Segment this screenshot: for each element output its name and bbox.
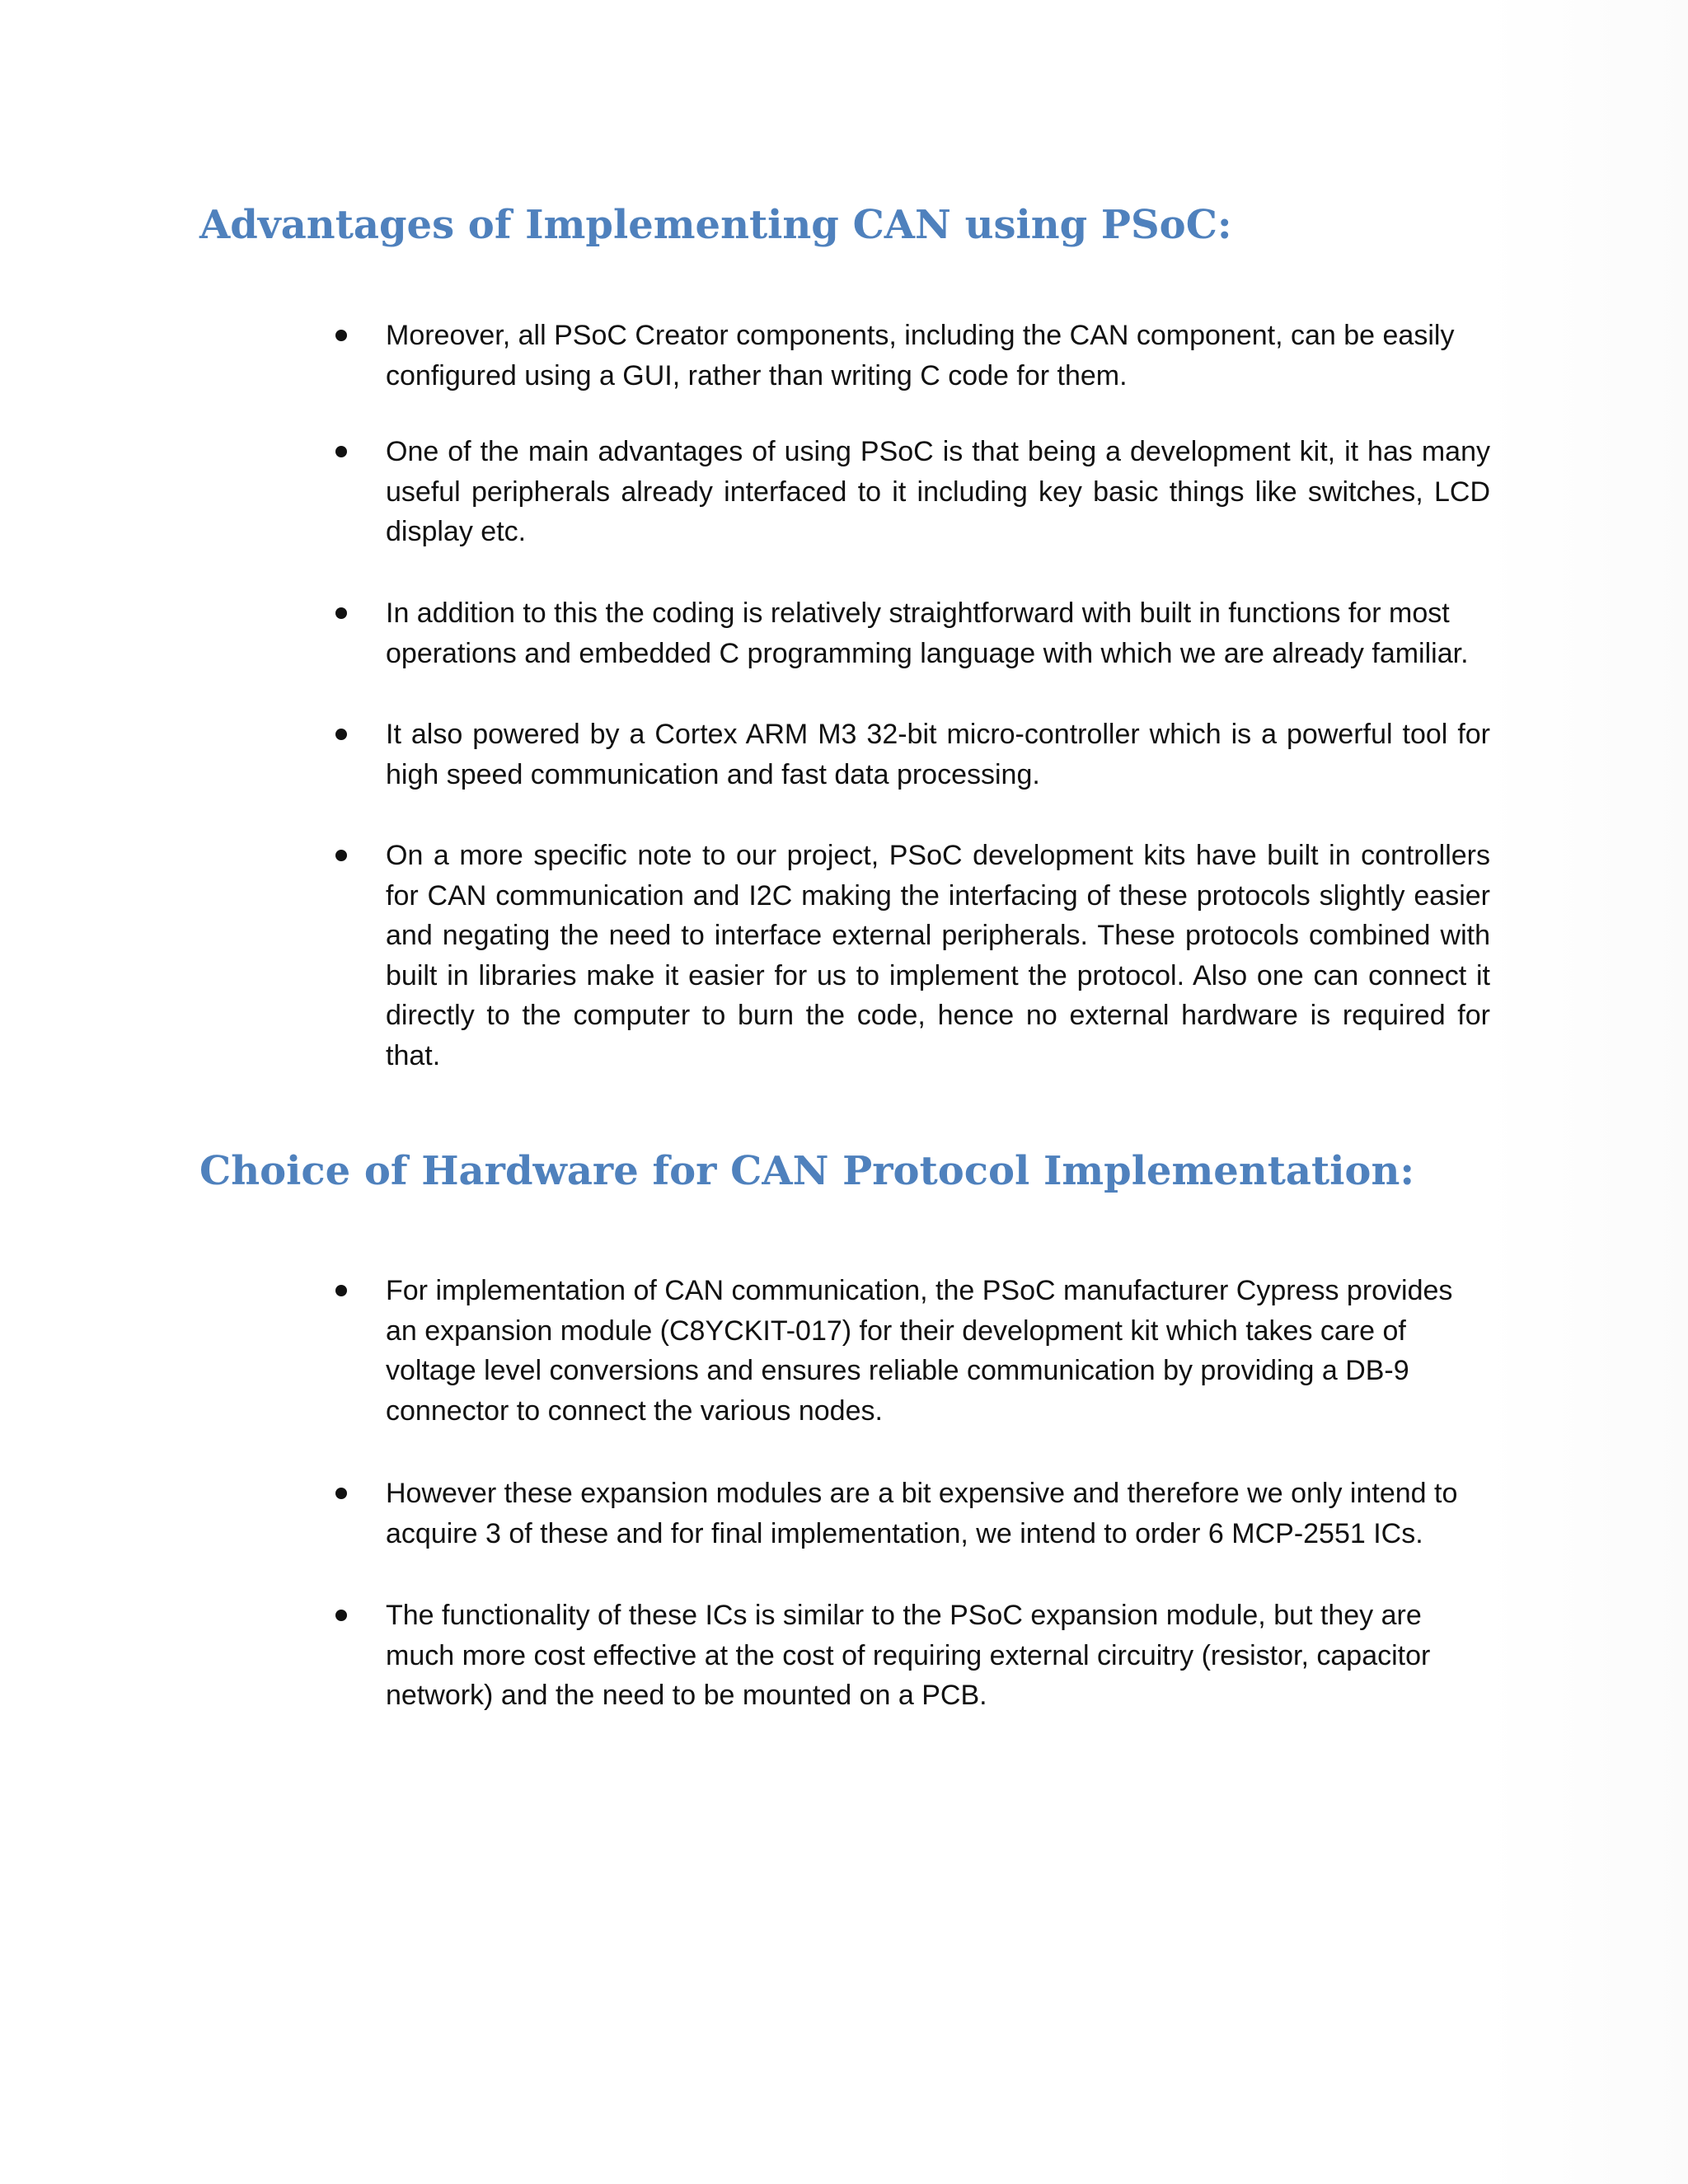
list-item-text: Moreover, all PSoC Creator components, including the CAN component, can be easily configured using a GUI, rather than writing C code for them. xyxy=(386,320,1455,391)
section-heading-advantages: Advantages of Implementing CAN using PSoC: xyxy=(199,202,1232,248)
bullet-icon xyxy=(335,607,347,619)
bullet-icon xyxy=(335,1610,347,1621)
list-item-text: On a more specific note to our project, PSoC development kits have built in controllers for CAN communication and I2C making the interfacing of these protocols slightly easier and negating the need to interface external peripherals. These protocols combined with built in libraries make it easier for us to implement the protocol. Also one can connect it directly to the computer to burn the code, hence no external hardware is required for that. xyxy=(386,840,1490,1071)
list-item-text: One of the main advantages of using PSoC is that being a development kit, it has many useful peripherals already interfaced to it including key basic things like switches, LCD display etc. xyxy=(386,436,1490,547)
bullet-icon xyxy=(335,1488,347,1499)
list-item-text: In addition to this the coding is relatively straightforward with built in functions for most operations and embedded C programming language with which we are already familiar. xyxy=(386,598,1469,669)
bullet-icon xyxy=(335,330,347,341)
list-item-text: The functionality of these ICs is similar to the PSoC expansion module, but they are much more cost effective at the cost of requiring external circuitry (resistor, capacitor network) and the need to be mounted on a PCB. xyxy=(386,1600,1431,1711)
list-item-text: For implementation of CAN communication, the PSoC manufacturer Cypress provides an expansion module (C8YCKIT-017) for their development kit which takes care of voltage level conversions and ensures reliable communication by providing a DB-9 connector to connect the various nodes. xyxy=(386,1275,1453,1427)
bullet-icon xyxy=(335,446,347,457)
bullet-icon xyxy=(335,729,347,740)
section-heading-hardware-choice: Choice of Hardware for CAN Protocol Implementation: xyxy=(199,1148,1415,1194)
list-item-text: However these expansion modules are a bit expensive and therefore we only intend to acquire 3 of these and for final implementation, we intend to order 6 MCP-2551 ICs. xyxy=(386,1478,1458,1549)
bullet-icon xyxy=(335,850,347,861)
bullet-icon xyxy=(335,1285,347,1296)
list-item-text: It also powered by a Cortex ARM M3 32-bit micro-controller which is a powerful tool for high speed communication and fast data processing. xyxy=(386,719,1490,790)
